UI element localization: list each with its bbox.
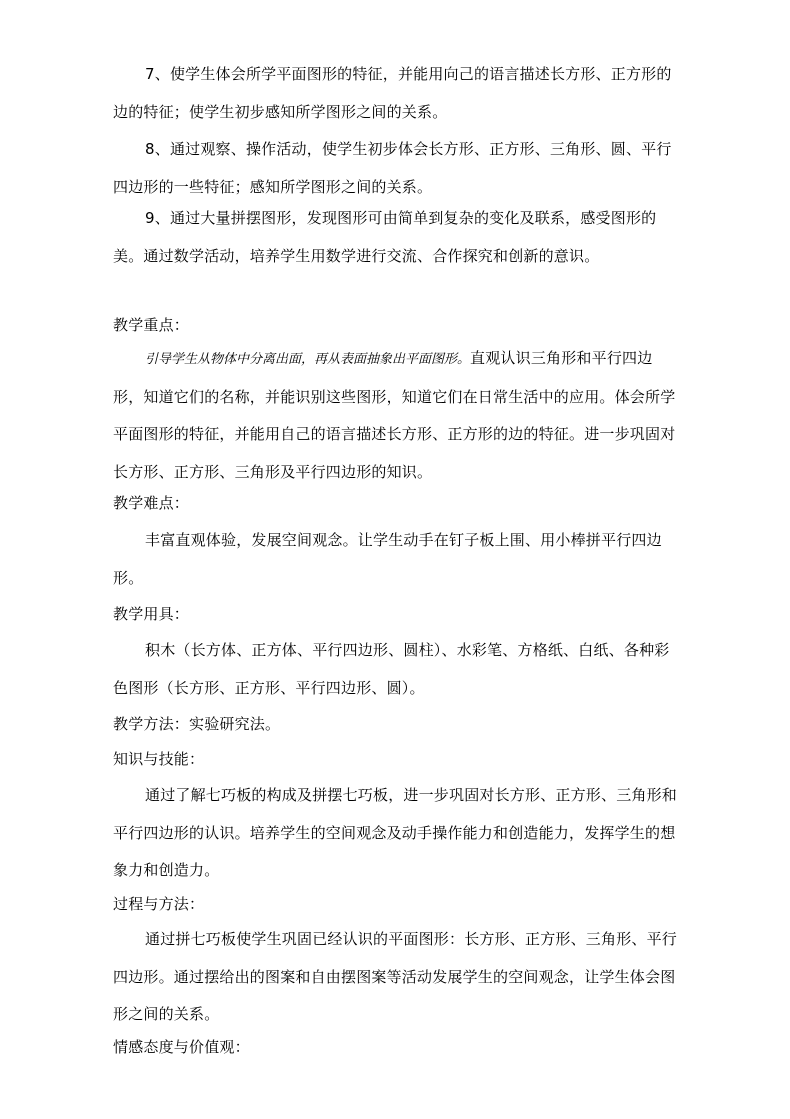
method-line: 教学方法：实验研究法。 (113, 715, 281, 733)
objective-8: 8、通过观察、操作活动，使学生初步体会长方形、正方形、三角形、圆、平行四边形的一些特征；感知所学图形之间的关系。 (113, 140, 672, 196)
focus-heading: 教学重点： (113, 316, 190, 334)
difficulty-heading: 教学难点： (113, 494, 190, 512)
focus-handwritten-text: 引导学生从物体中分离出面，再从表面抽象出平面图形。 (145, 352, 471, 367)
focus-body-text: 直观认识三角形和平行四边形，知道它们的名称，并能识别这些图形，知道它们在日常生活中的应用。体会所学平面图形的特征，并能用自己的语言描述长方形、正方形的边的特征。进一步巩固对长方形、正方形、三角形及平行四边形的知识。 (113, 349, 676, 481)
attitude-heading: 情感态度与价值观： (113, 1038, 250, 1056)
process-heading: 过程与方法： (113, 895, 205, 913)
knowledge-heading: 知识与技能： (113, 750, 205, 768)
process-body: 通过拼七巧板使学生巩固已经认识的平面图形：长方形、正方形、三角形、平行四边形。通过摆给出的图案和自由摆图案等活动发展学生的空间观念，让学生体会图形之间的关系。 (113, 930, 678, 1023)
difficulty-body: 丰富直观体验，发展空间观念。让学生动手在钉子板上围、用小棒拼平行四边形。 (113, 531, 662, 587)
objective-7: 7、使学生体会所学平面图形的特征，并能用向己的语言描述长方形、正方形的边的特征；使学生初步感知所学图形之间的关系。 (113, 65, 672, 121)
tools-heading: 教学用具： (113, 605, 190, 623)
knowledge-body: 通过了解七巧板的构成及拼摆七巧板，进一步巩固对长方形、正方形、三角形和平行四边形的认识。培养学生的空间观念及动手操作能力和创造能力，发挥学生的想象力和创造力。 (113, 786, 678, 879)
focus-paragraph (113, 340, 679, 491)
objective-9: 9、通过大量拼摆图形，发现图形可由简单到复杂的变化及联系，感受图形的美。通过数学活动，培养学生用数学进行交流、合作探究和创新的意识。 (113, 209, 657, 265)
tools-body: 积木（长方体、正方体、平行四边形、圆柱）、水彩笔、方格纸、白纸、各种彩色图形（长方形、正方形、平行四边形、圆）。 (113, 641, 670, 697)
